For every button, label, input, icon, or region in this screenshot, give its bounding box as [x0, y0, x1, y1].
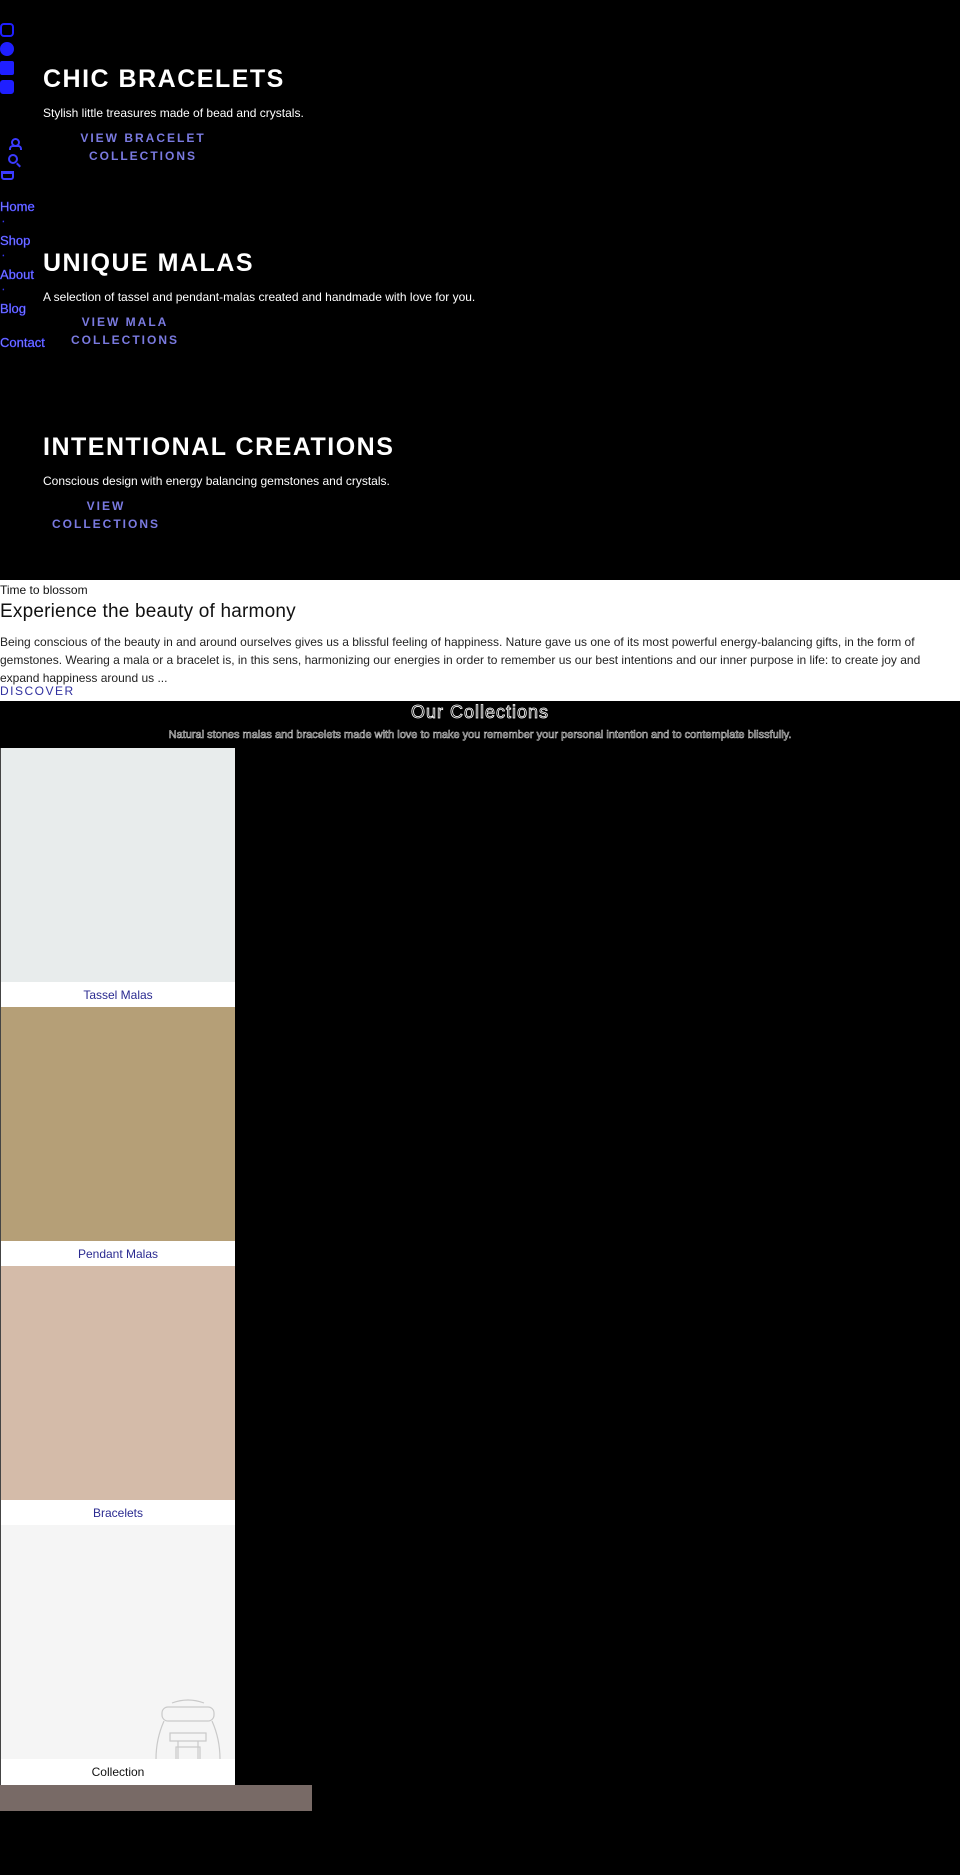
cart-icon[interactable]: [1, 171, 14, 180]
collections-title: Our Collections: [410, 702, 550, 722]
social-links: [0, 23, 14, 94]
footer-strip: [0, 1785, 312, 1811]
placeholder-bag-icon: [152, 1699, 224, 1759]
collection-image[interactable]: [1, 748, 235, 982]
collection-card-bracelets[interactable]: [0, 1266, 235, 1526]
nav-item-shop[interactable]: Shop .: [0, 233, 45, 267]
pinterest-icon[interactable]: [0, 80, 14, 94]
slide-text: Stylish little treasures made of bead and crystals.: [43, 106, 304, 120]
slide-title: INTENTIONAL CREATIONS: [43, 433, 395, 461]
search-icon[interactable]: [8, 154, 18, 164]
intro-heading: Experience the beauty of harmony: [0, 601, 296, 622]
slide-text: Conscious design with energy balancing gemstones and crystals.: [43, 474, 390, 488]
slide-title: CHIC BRACELETS: [43, 65, 285, 93]
hero-slide-bracelets: [43, 64, 304, 165]
account-icon[interactable]: [9, 138, 18, 149]
collection-card-pendant-malas[interactable]: [0, 1007, 235, 1267]
discover-link[interactable]: DISCOVER: [0, 684, 75, 698]
hero-slide-malas: [43, 248, 475, 349]
collection-image[interactable]: [1, 1525, 235, 1759]
intro-eyebrow: Time to blossom: [0, 583, 88, 597]
left-rail: [0, 0, 44, 600]
collection-card-placeholder[interactable]: [0, 1525, 235, 1785]
instagram-icon[interactable]: [0, 23, 14, 37]
twitter-icon[interactable]: [0, 61, 14, 75]
collection-label[interactable]: Bracelets: [1, 1500, 235, 1526]
intro-body: Being conscious of the beauty in and around ourselves gives us a blissful feeling of happiness. Nature gave us one of its most powerful energy-balancing gifts, in the form of gemstones. Wearing a mala or a bracelet is, in this sens, harmonizing our energies in order to remember us our best intentions and our inner purpose in life: to create joy and expand happiness around us ...: [0, 635, 921, 685]
collections-section: [0, 700, 960, 1875]
collection-label[interactable]: Pendant Malas: [1, 1241, 235, 1267]
intro-section: [0, 580, 960, 700]
hero-slide-creations: [43, 432, 394, 533]
collection-label[interactable]: Collection: [1, 1759, 235, 1785]
nav-item-home[interactable]: Home .: [0, 199, 45, 233]
collections-subtitle: Natural stones malas and bracelets made with love to make you remember your personal intention and to contemplate blissfully.: [168, 729, 792, 741]
view-bracelet-collections-button[interactable]: VIEW BRACELET COLLECTIONS: [80, 131, 206, 163]
hero-slider: [0, 0, 960, 580]
view-mala-collections-button[interactable]: VIEW MALA COLLECTIONS: [71, 315, 179, 347]
collection-card-tassel-malas[interactable]: [0, 748, 235, 1008]
collection-image[interactable]: [1, 1266, 235, 1500]
view-collections-button[interactable]: VIEW COLLECTIONS: [52, 499, 160, 531]
collection-label[interactable]: Tassel Malas: [1, 982, 235, 1008]
facebook-icon[interactable]: [0, 42, 14, 56]
collection-image[interactable]: [1, 1007, 235, 1241]
slide-text: A selection of tassel and pendant-malas created and handmade with love for you.: [43, 290, 476, 304]
main-nav: [0, 199, 45, 369]
nav-item-about[interactable]: About .: [0, 267, 45, 301]
nav-item-blog[interactable]: Blog: [0, 301, 27, 316]
slide-title: UNIQUE MALAS: [43, 249, 255, 277]
nav-item-contact[interactable]: Contact: [0, 335, 45, 350]
